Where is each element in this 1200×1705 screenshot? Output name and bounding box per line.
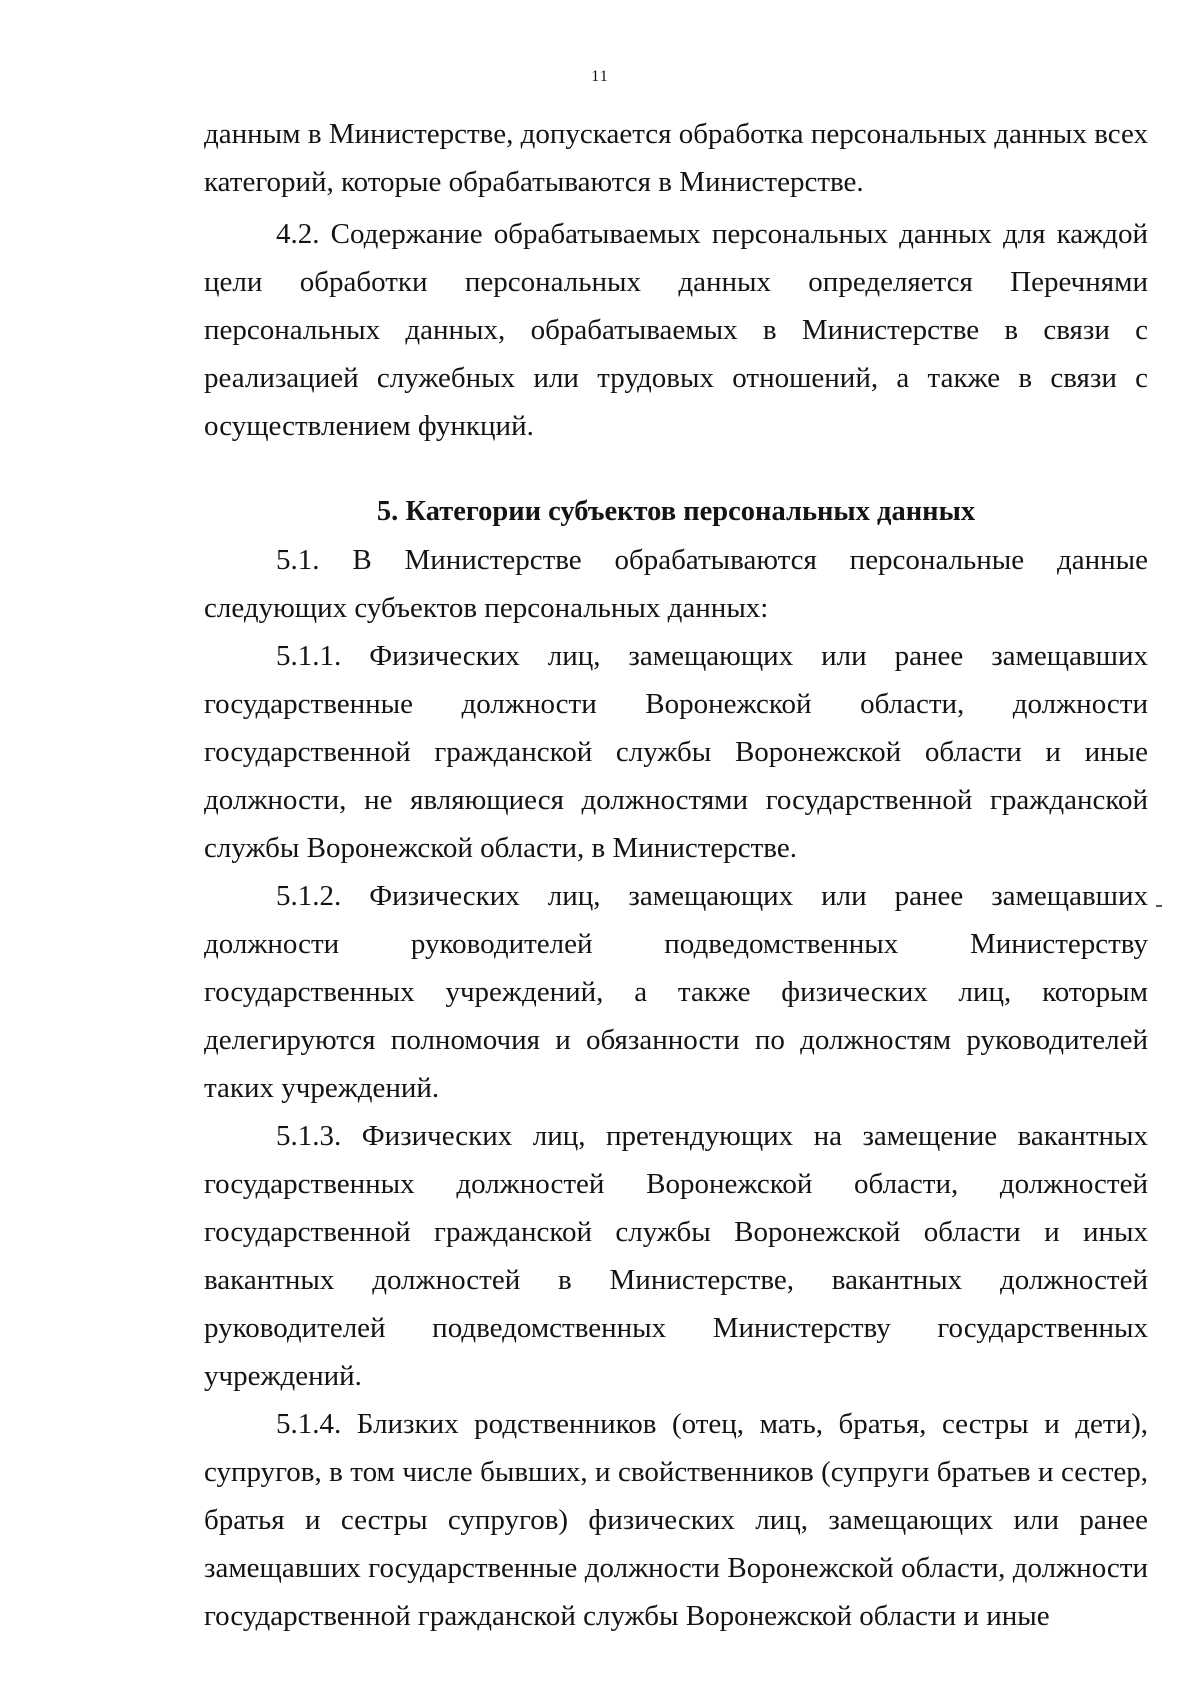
paragraph-4-2: 4.2. Содержание обрабатываемых персональных данных для каждой цели обработки персональных данных определяется Перечнями персональных данных, обрабатываемых в Министерстве в связи с реализацией служебных или трудовых отношений, а также в связи с осуществлением функций. xyxy=(204,218,1148,442)
paragraph-5-1-2: 5.1.2. Физических лиц, замещающих или ранее замещавших должности руководителей подведомственных Министерству государственных учреждений, а также физических лиц, которым делегируются полномочия и обязанности по должностям руководителей таких учреждений. xyxy=(204,880,1148,1104)
scan-mark xyxy=(1156,905,1162,907)
paragraph-5-1-3: 5.1.3. Физических лиц, претендующих на замещение вакантных государственных должностей Воронежской области, должностей государственной гражданской службы Воронежской области и иных вакантных должностей в Министерстве, вакантных должностей руководителей подведомственных Министерству государственных учреждений. xyxy=(204,1120,1148,1392)
section-5-heading: 5. Категории субъектов персональных данных xyxy=(376,496,976,527)
page-number: 11 xyxy=(591,68,609,85)
paragraph-5-1: 5.1. В Министерстве обрабатываются персональные данные следующих субъектов персональных данных: xyxy=(204,544,1148,624)
document-body xyxy=(204,110,1148,1640)
paragraph-continuation: данным в Министерстве, допускается обработка персональных данных всех категорий, которые обрабатываются в Министерстве. xyxy=(204,118,1148,198)
paragraph-5-1-4: 5.1.4. Близких родственников (отец, мать, братья, сестры и дети), супругов, в том числе бывших, и свойственников (супруги братьев и сестер, братья и сестры супругов) физических лиц, замещающих или ранее замещавших государственные должности Воронежской области, должности государственной гражданской службы Воронежской области и иные xyxy=(204,1408,1148,1632)
paragraph-5-1-1: 5.1.1. Физических лиц, замещающих или ранее замещавших государственные должности Воронежской области, должности государственной гражданской службы Воронежской области и иные должности, не являющиеся должностями государственной гражданской службы Воронежской области, в Министерстве. xyxy=(204,640,1148,864)
